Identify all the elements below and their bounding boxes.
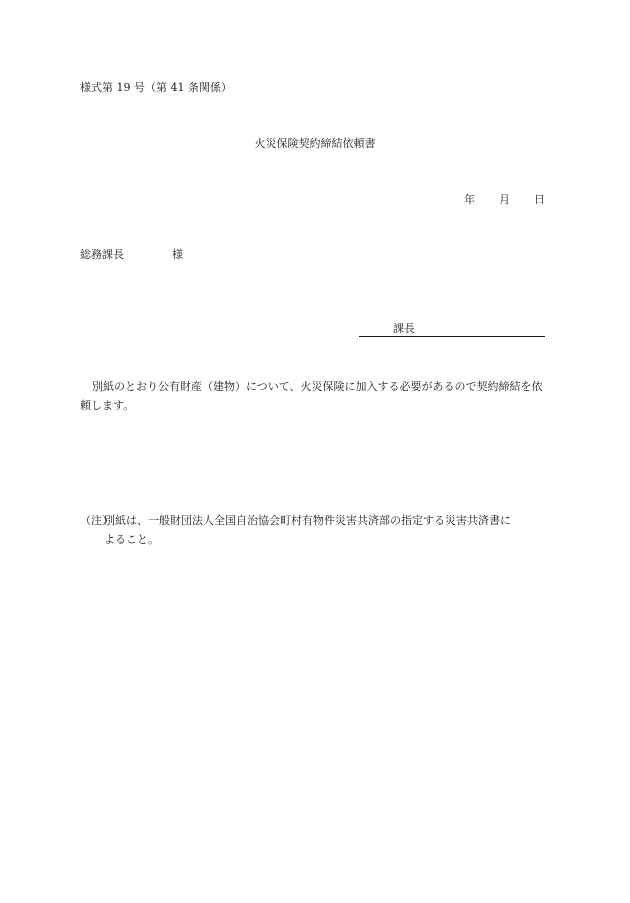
body-paragraph (80, 377, 552, 415)
addressee-honorific: 様 (172, 248, 183, 261)
document-title: 火災保険契約締結依頼書 (254, 137, 376, 150)
addressee (80, 248, 183, 262)
sender-label: 課長 (393, 322, 415, 335)
addressee-department: 総務課長 (80, 248, 124, 261)
note-line-1: 別紙は、一般財団法人全国自治協会町村有物件災害共済部の指定する災害共済書に (104, 514, 511, 527)
note-block (80, 511, 555, 549)
date-month-label: 月 (499, 193, 510, 206)
note-prefix: （注） (80, 514, 113, 527)
sender-signature-line (359, 322, 545, 337)
form-number: 様式第 19 号（第 41 条関係） (80, 81, 232, 94)
date-day-label: 日 (534, 193, 545, 206)
note-line-2: よること。 (104, 533, 159, 546)
date-year-label: 年 (464, 193, 475, 206)
body-text: 別紙のとおり公有財産（建物）について、火災保険に加入する必要があるので契約締結を依頼します。 (80, 380, 543, 412)
date-line (464, 193, 545, 207)
note-text (104, 511, 555, 549)
